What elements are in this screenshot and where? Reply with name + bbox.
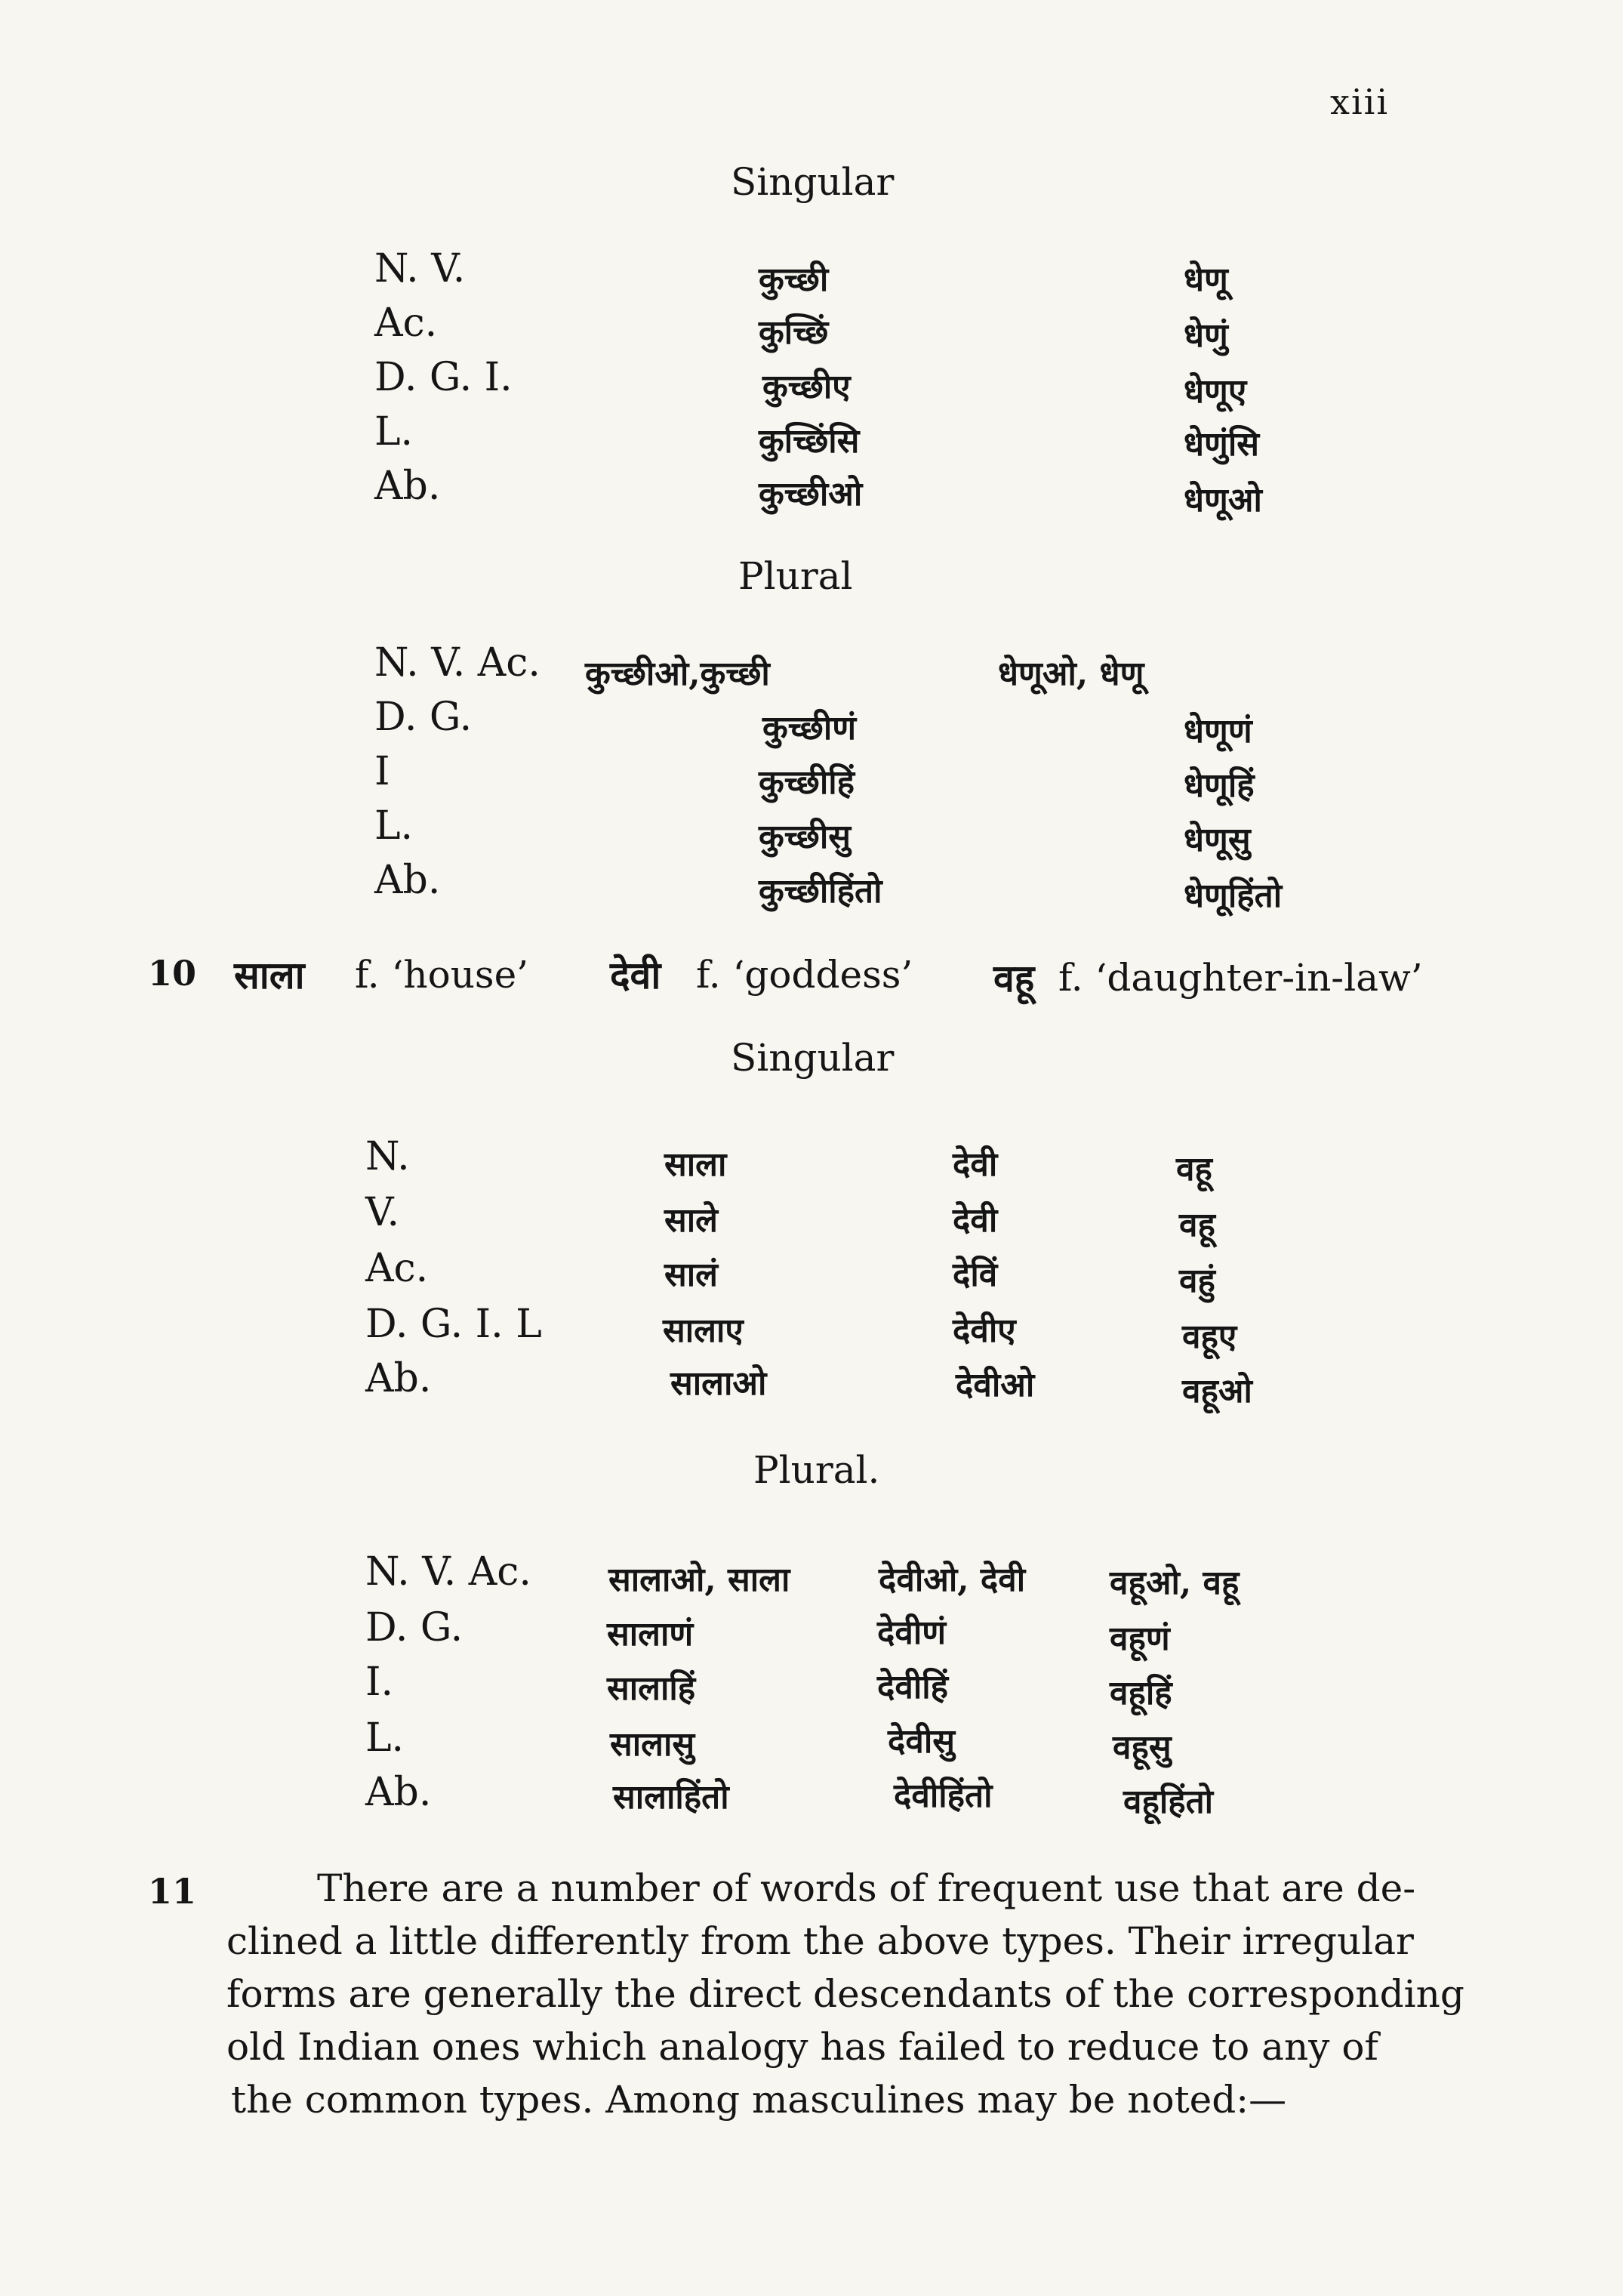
headword: साला — [234, 953, 305, 997]
case-label: N. — [365, 1134, 410, 1179]
headword: देवी — [610, 953, 661, 997]
singular-heading: Singular — [731, 1036, 895, 1080]
paragraph-line: forms are generally the direct descendants of the corresponding — [226, 1972, 1464, 2016]
form-b: देवीओ, देवी — [879, 1561, 1026, 1599]
case-label: I — [374, 749, 390, 794]
form-a: कुच्छिंसि — [759, 422, 860, 461]
paragraph-line: old Indian ones which analogy has failed to reduce to any of — [226, 2025, 1378, 2069]
form-b: धेणूओ — [1184, 481, 1262, 519]
form-c: वहूओ, वहू — [1110, 1564, 1240, 1602]
case-label: D. G. — [374, 695, 473, 740]
form-a: कुच्छीणं — [762, 709, 857, 747]
form-b: धेणुंसि — [1184, 425, 1260, 464]
case-label: L. — [374, 803, 414, 849]
plural-heading: Plural. — [753, 1448, 880, 1492]
form-a: साला — [664, 1145, 727, 1184]
form-a: कुच्छीहिंतो — [759, 872, 882, 911]
form-a: सालासु — [610, 1725, 695, 1764]
case-label: N. V. — [374, 246, 466, 291]
case-label: L. — [365, 1715, 405, 1761]
form-b: धेणूओ, धेणू — [998, 655, 1144, 693]
case-label: Ab. — [365, 1770, 432, 1815]
case-label: N. V. Ac. — [365, 1549, 531, 1595]
headword: वहू — [993, 956, 1035, 1000]
form-b: देवी — [953, 1145, 998, 1184]
form-c: वहूए — [1182, 1318, 1237, 1356]
case-label: L. — [374, 409, 414, 455]
form-b: धेणूणं — [1184, 712, 1252, 750]
form-a: कुच्छीओ — [759, 475, 863, 513]
form-b: धेणुं — [1184, 316, 1228, 355]
case-label: Ab. — [374, 464, 441, 509]
case-label: Ab. — [374, 858, 441, 903]
form-c: वहुं — [1179, 1262, 1215, 1300]
form-c: वहू — [1179, 1206, 1215, 1244]
form-b: धेणू — [1184, 260, 1228, 299]
form-b: देवीहिं — [877, 1668, 948, 1706]
form-a: कुच्छीहिं — [759, 763, 855, 802]
paragraph-line: clined a little differently from the above types. Their irregular — [226, 1919, 1414, 1963]
gloss: f. ‘daughter-in-law’ — [1058, 956, 1423, 1000]
form-b: देवीहिंतो — [894, 1777, 993, 1815]
form-c: वहूहिं — [1110, 1674, 1172, 1712]
form-c: वहूओ — [1182, 1372, 1252, 1410]
case-label: D. G. I. — [374, 355, 513, 400]
form-a: सालाओ — [670, 1364, 767, 1403]
plural-heading: Plural — [738, 554, 853, 598]
form-b: देवीओ — [956, 1366, 1035, 1404]
form-c: वहूसु — [1113, 1728, 1172, 1767]
case-label: I. — [365, 1660, 394, 1705]
form-b: देवी — [953, 1201, 998, 1240]
form-b: धेणूए — [1184, 372, 1247, 411]
case-label: Ac. — [365, 1246, 429, 1291]
case-label: N. V. Ac. — [374, 640, 540, 686]
form-a: कुच्छी — [759, 260, 829, 299]
case-label: Ac. — [374, 300, 438, 346]
case-label: D. G. I. L — [365, 1302, 542, 1347]
form-a: सालाणं — [607, 1615, 694, 1653]
singular-heading: Singular — [731, 160, 895, 204]
form-b: देविं — [953, 1256, 998, 1294]
gloss: f. ‘goddess’ — [696, 953, 913, 997]
form-a: साले — [664, 1201, 718, 1240]
form-a: सालाहिं — [607, 1669, 696, 1708]
form-c: वहूहिंतो — [1123, 1783, 1214, 1821]
form-a: कुच्छीओ,कुच्छी — [585, 655, 770, 693]
form-a: सालाए — [663, 1311, 744, 1350]
paragraph-line: There are a number of words of frequent use that are de- — [317, 1866, 1416, 1910]
form-b: धेणूहिं — [1184, 766, 1255, 805]
form-a: कुच्छीसु — [759, 818, 851, 856]
form-a: सालाहिंतो — [613, 1778, 729, 1817]
section-number: 10 — [148, 953, 197, 994]
form-a: सालाओ, साला — [608, 1561, 790, 1599]
form-b: धेणूसु — [1184, 821, 1251, 859]
form-a: सालं — [664, 1256, 718, 1294]
page-number: xiii — [1330, 82, 1390, 122]
form-b: देवीणं — [877, 1613, 947, 1652]
form-b: देवीसु — [888, 1722, 955, 1761]
form-c: वहूणं — [1110, 1620, 1170, 1658]
gloss: f. ‘house’ — [355, 953, 529, 997]
form-b: देवीए — [953, 1311, 1016, 1350]
form-a: कुच्छीए — [762, 368, 851, 406]
section-number: 11 — [148, 1871, 197, 1912]
form-c: वहू — [1176, 1150, 1212, 1188]
case-label: V. — [365, 1190, 399, 1235]
paragraph-line: the common types. Among masculines may be noted:— — [231, 2078, 1287, 2122]
case-label: D. G. — [365, 1605, 463, 1650]
case-label: Ab. — [365, 1356, 432, 1401]
form-b: धेणूहिंतो — [1184, 877, 1283, 915]
form-a: कुच्छिं — [759, 313, 829, 352]
